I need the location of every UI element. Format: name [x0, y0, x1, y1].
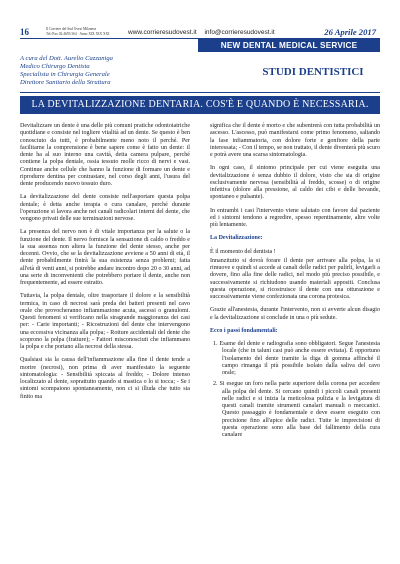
paragraph: Tuttavia, la polpa dentale, oltre trasportare il dolore e la sensibilità termica, in caso di necrosi sarà preda dei batteri presenti nel cavo orale che provocheranno infiammazione acuta, ascessi o granulomi. Questi fenomeni si verificano nella stragrande maggioranza dei casi per: - Carie importanti; - Ricostruzioni del dente che intervengono una eccessiva vicinanza alla polpa; - Rotture accidentali del dente che scoprono la polpa (fratture); - Fattori misconosciuti che infiammano la polpa e che portano alla necrosi della stessa.	[20, 293, 190, 350]
paragraph: È il momento del dentista !	[210, 248, 276, 255]
paragraph: Devitalizzare un dente è una delle più comuni pratiche odontoiatriche quotidiane e consiste nel togliere vitalità ad un dente. Se questo è ben conosciuto da tutti, è probabilmente meno noto il perché. Per facilitarne la comprensione è bene sapere come è fatto un dente: il dente ha al suo interno una cavità, detta camera pulpare, perché contiene la polpa dentale, ossia tessuto molle ricco di nervi e vasi. Continue anche cellule che hanno la funzione di formare un dente e riprodurre dentina per contrastare, nel corso degli anni, l'usura del dente producendo nuovo tessuto duro.	[20, 123, 190, 187]
paragraph: Innanzitutto si dovrà forare il dente per arrivare alla polpa, la si rimuove e quindi si accede ai canali delle radici per pulirli, levigarli a dovere, fino alla fine delle radici, nel modo più preciso possibile, e successivamente si richiudono usando materiali appositi. Conclusa questa operazione, si ricostruisce il dente con una otturazione e successivamente viene confezionata una corona protesica.	[210, 257, 380, 300]
left-column	[20, 123, 190, 407]
publisher-line: Il Corriere del Sud Ovest Milanese	[46, 27, 97, 31]
subheading: La Devitalizzazione:	[210, 235, 263, 242]
page-header	[0, 0, 400, 40]
website-link[interactable]: www.corrieresudovest.it	[128, 29, 197, 36]
paragraph: Grazie all'anestesia, durante l'intervento, non si avverte alcun disagio e la devitalizzazione si conclude in una o più sedute.	[210, 307, 380, 321]
author-block	[20, 55, 113, 87]
author-line: Direttore Sanitario della Struttura	[20, 79, 111, 86]
paragraph: La devitalizzazione del dente consiste nell'asportare questa polpa dentale; è detta anche terapia o cura canalare, perché durante l'operazione si lavora anche nei canali radicolari interni del dente, che vengono privati delle sue terminazioni nervose.	[20, 194, 190, 222]
paragraph: In ogni caso, il sintomo principale per cui viene eseguita una devitalizzazione è senza dubbio il dolore, visto che sia di origine esclusivamente nervosa (sensibilità al freddo, scosse) o di origine infettiva (dolore alla pressione, al caldo dei cibi e delle bevande, spontaneo e pulsante).	[210, 165, 380, 201]
paragraph: La presenza del nervo non è di vitale importanza per la salute o la funzione del dente. Il nervo fornisce la sensazione di caldo o freddo e la sua assenza non altera la funzione del dente stesso, anche per decenni. Ovvio, che se la devitalizzazione avviene a 50 anni di età, il dente probabilmente finirà la sua esistenza senza problemi; fatta all'età di venti anni, si potrebbe andare incontro dopo 20 o 30 anni, ad una serie di inconvenienti che potrebbero portare il dente, anche non frequentemente, ad essere estratto.	[20, 229, 190, 286]
publisher-line: Tel./Fax 02.4659.364 · Anno XIX XIX XXI	[46, 31, 110, 36]
paragraph: Qualsiasi sia la causa dell'infiammazione alla fine il dente tende a morire (necrosi), non prima di aver manifestato la seguente sintomatologia: - Sensibilità spiccata al freddo; - Dolore intenso localizzato al dente, soprattutto quando si mastica o lo si tocca; - Se i sintomi scompaiono spontaneamente, non ci si illuda che tutto sia finito ma	[20, 357, 190, 400]
issue-date: 26 Aprile 2017	[324, 27, 376, 37]
author-line: A cura del Dott. Aurelio Cazzaniga	[20, 55, 113, 62]
section-title: STUDI DENTISTICI	[262, 66, 364, 78]
email-link[interactable]: info@corrieresudovest.it	[204, 29, 275, 36]
service-banner: NEW DENTAL MEDICAL SERVICE	[198, 39, 380, 52]
page-number: 16	[20, 27, 29, 37]
author-line: Medico Chirurgo Dentista	[20, 63, 90, 70]
article-title: LA DEVITALIZZAZIONE DENTARIA. COS'È E QUANDO È NECESSARIA.	[20, 96, 380, 114]
title-rule	[20, 92, 380, 93]
steps-list	[210, 341, 380, 439]
paragraph: significa che il dente è morto e che subentrerà con tutta probabilità un ascesso. L'ascesso, può manifestarsi come primo fenomeno, saltando la fase infiammatoria, con dolore forte e gonfiore della parte interessata; - Con il tempo, se non trattato, il dente diventerà più scuro e potrà avere una scarsa sintomatologia.	[210, 123, 380, 158]
list-item: 1. Esame del dente e radiografia sono obbligatori. Segue l'anestesia locale (che in taluni casi può anche essere evitata). È opportuno l'isolamento del dente tramite la diga di gomma affinché il campo rimanga il più possibile isolato dalla saliva del cavo orale;	[213, 341, 380, 376]
paragraph: In entrambi i casi l'intervento viene salutato con favore dal paziente ed i sintomi tendono a regredire, spesso repentinamente, altre volte più lentamente.	[210, 207, 380, 228]
publisher-info	[46, 27, 109, 36]
subheading: Ecco i passi fondamentali:	[210, 327, 278, 334]
author-line: Specialista in Chirurgia Generale	[20, 71, 110, 78]
contact-links	[128, 29, 275, 36]
list-item: 2. Si esegue un foro nella parte superiore della corona per accedere alla polpa del dente. Si cercano quindi i piccoli canali presenti nelle radici e si inizia la meticolosa pulizia e la levigatura di questi canali tramite strumenti canalari manuali o meccanici. Questo passaggio è fondamentale e deve essere eseguito con precisione fino all'apice delle radici. Tutte le imprecisioni di questa operazione sono alla base del fallimento della cura canalare	[213, 381, 380, 438]
right-column	[210, 123, 380, 443]
